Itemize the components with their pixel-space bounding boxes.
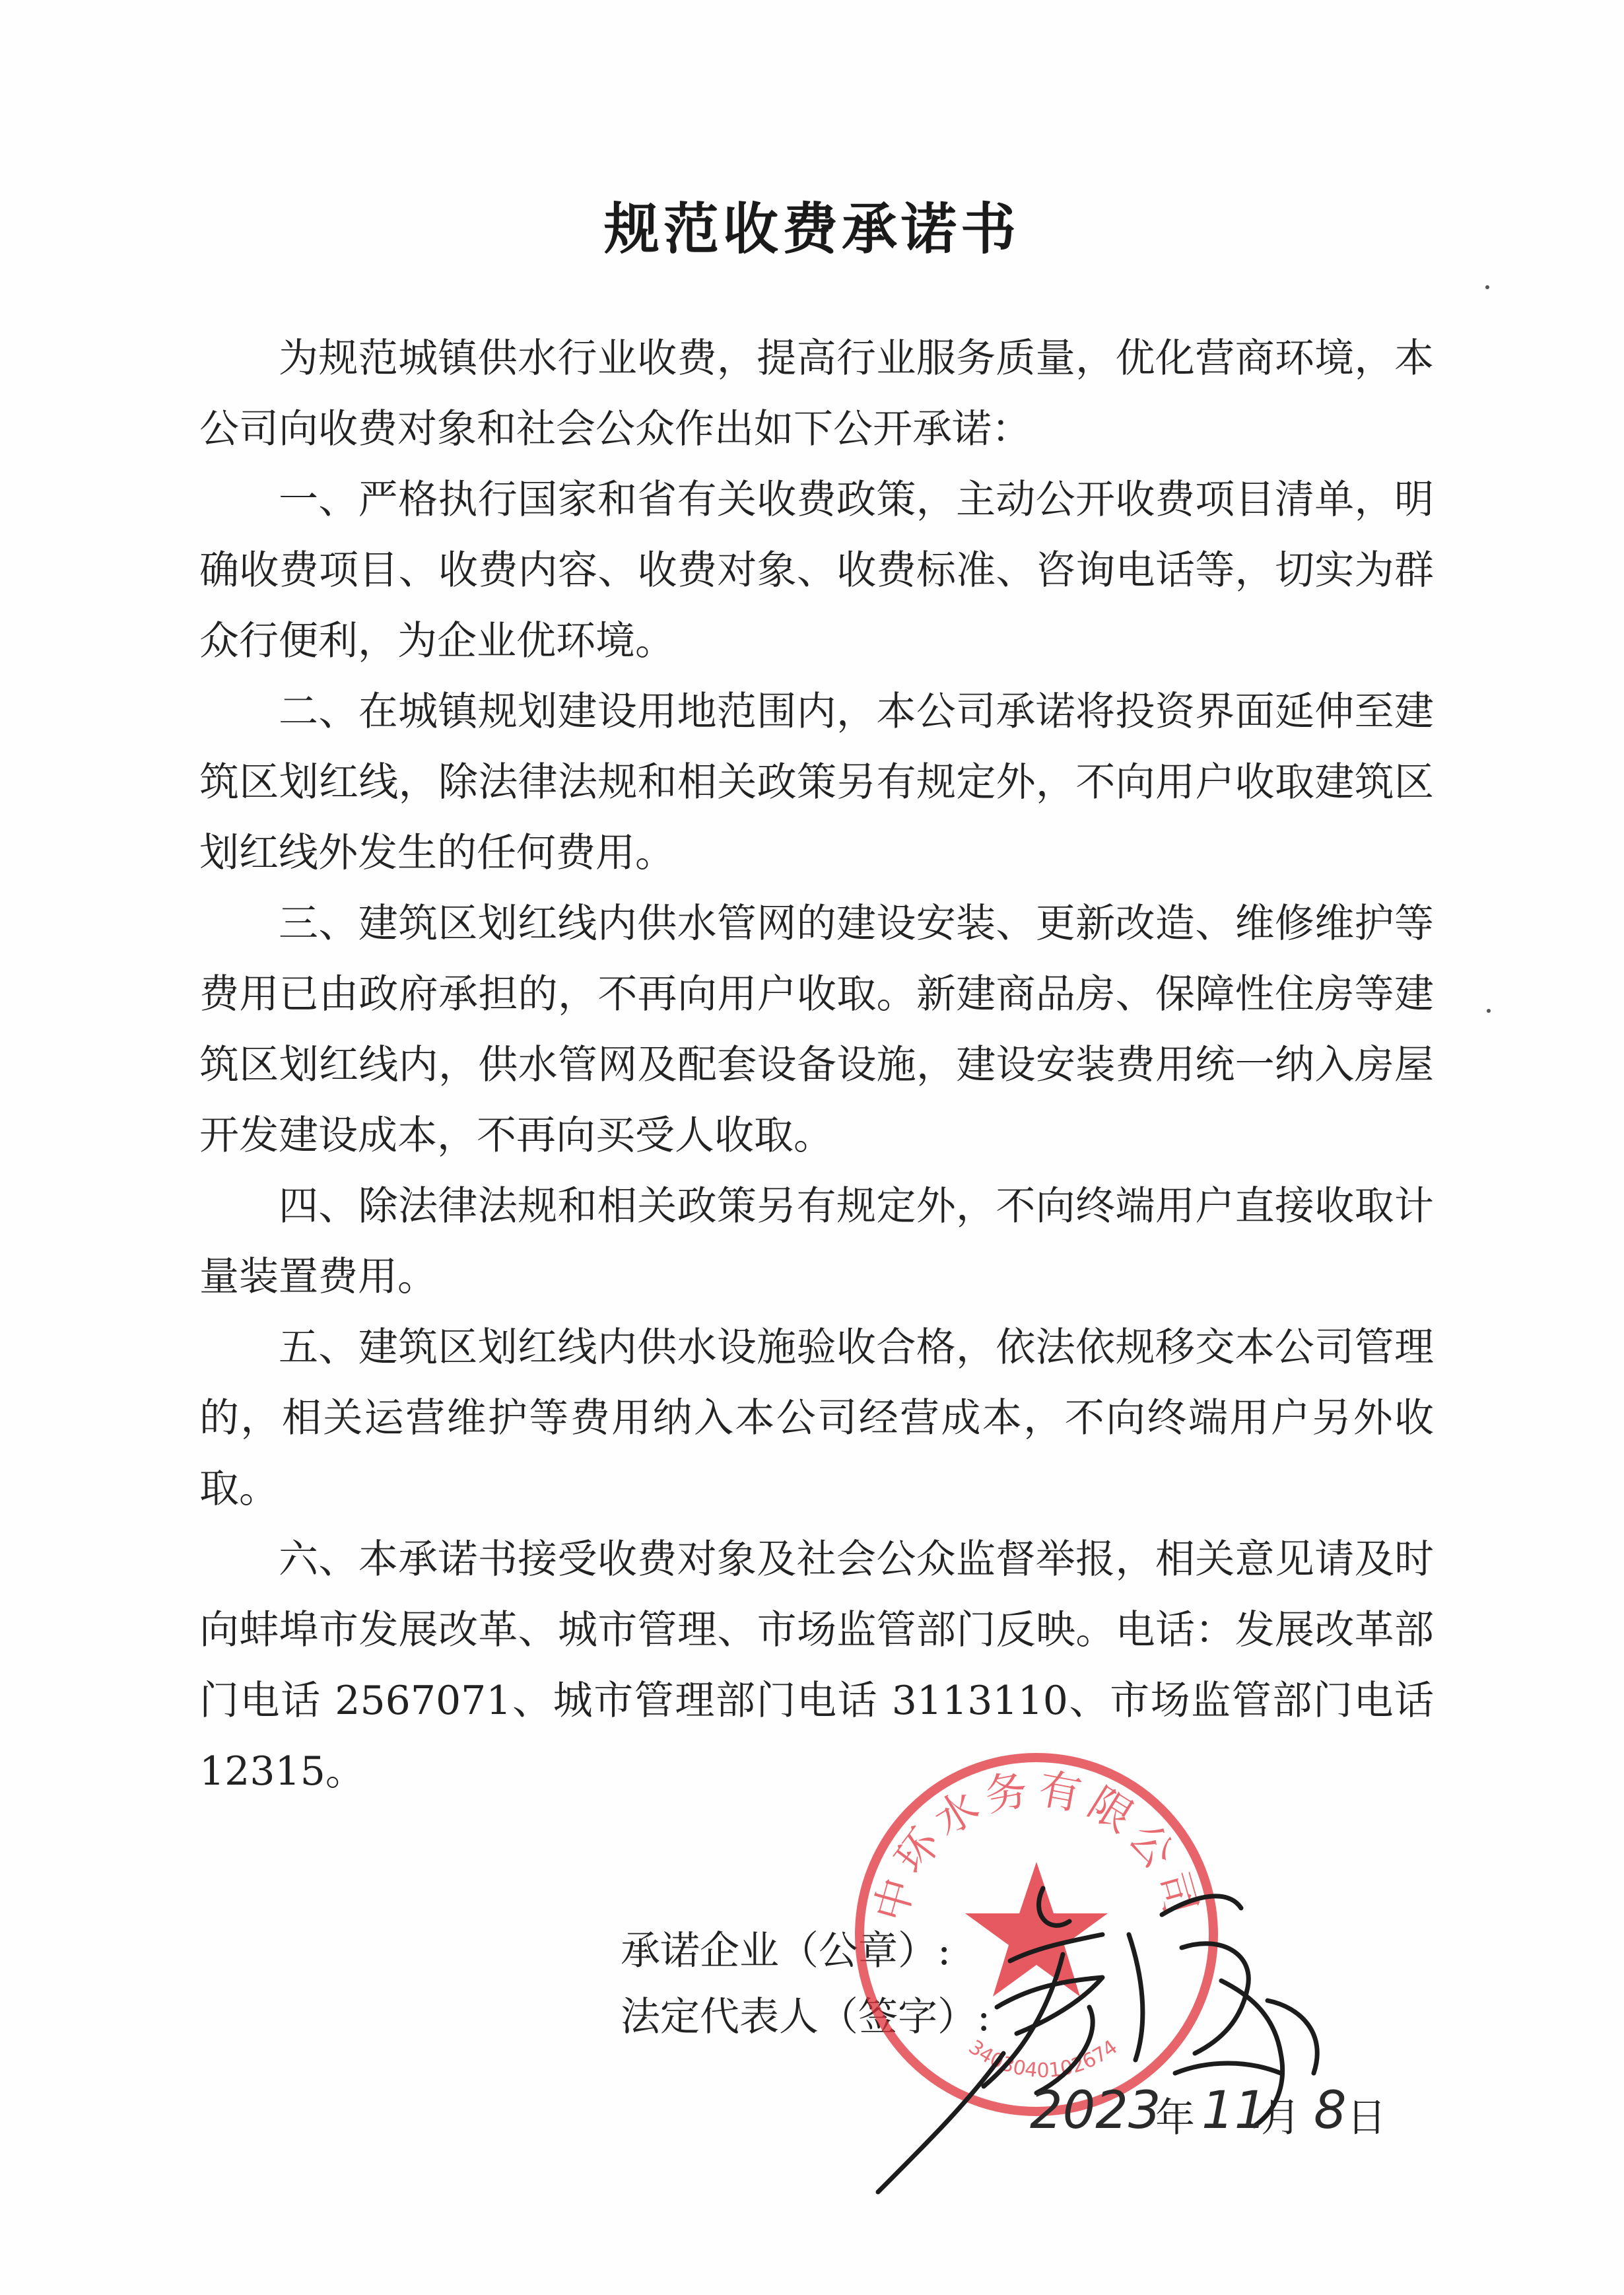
clause-1: 一、严格执行国家和省有关收费政策，主动公开收费项目清单，明确收费项目、收费内容、收费对象、收费标准、咨询电话等，切实为群众行便利，为企业优环境。 <box>199 477 1434 664</box>
date-month: 11 <box>1201 2081 1268 2141</box>
representative-signature-label: 法定代表人（签字）: <box>621 1994 991 2040</box>
date-year: 2023 <box>1030 2081 1161 2141</box>
scan-speck <box>1485 285 1489 289</box>
date-month-unit: 月 <box>1261 2095 1301 2141</box>
signing-date <box>1030 2073 1400 2166</box>
document-title: 规范收费承诺书 <box>603 196 1020 261</box>
document-body <box>199 324 1434 1807</box>
svg-text:3403040102674: 3403040102674 <box>964 2036 1122 2082</box>
company-seal-label: 承诺企业（公章）: <box>621 1928 951 1974</box>
clause-3: 三、建筑区划红线内供水管网的建设安装、更新改造、维修维护等费用已由政府承担的，不再向用户收取。新建商品房、保障性住房等建筑区划红线内，供水管网及配套设备设施，建设安装费用统一纳入房屋开发建设成本，不再向买受人收取。 <box>199 901 1434 1159</box>
clause-5: 五、建筑区划红线内供水设施验收合格，依法依规移交本公司管理的，相关运营维护等费用纳入本公司经营成本，不向终端用户另外收取。 <box>199 1324 1434 1512</box>
date-day-unit: 日 <box>1347 2095 1386 2141</box>
date-year-unit: 年 <box>1155 2095 1195 2141</box>
intro-paragraph: 为规范城镇供水行业收费，提高行业服务质量，优化营商环境，本公司向收费对象和社会公众作出如下公开承诺： <box>199 335 1434 452</box>
clause-4: 四、除法律法规和相关政策另有规定外，不向终端用户直接收取计量装置费用。 <box>199 1183 1434 1300</box>
date-day: 8 <box>1314 2081 1347 2141</box>
svg-text:中环水务有限公司: 中环水务有限公司 <box>865 1764 1207 1927</box>
scan-speck <box>1487 1009 1491 1013</box>
clause-2: 二、在城镇规划建设用地范围内，本公司承诺将投资界面延伸至建筑区划红线，除法律法规和相关政策另有规定外，不向用户收取建筑区划红线外发生的任何费用。 <box>199 689 1434 876</box>
clause-6: 六、本承诺书接受收费对象及社会公众监督举报，相关意见请及时向蚌埠市发展改革、城市管理、市场监管部门反映。电话：发展改革部门电话 2567071、城市管理部门电话 3113110、市场监管部门电话 12315。 <box>199 1536 1434 1795</box>
